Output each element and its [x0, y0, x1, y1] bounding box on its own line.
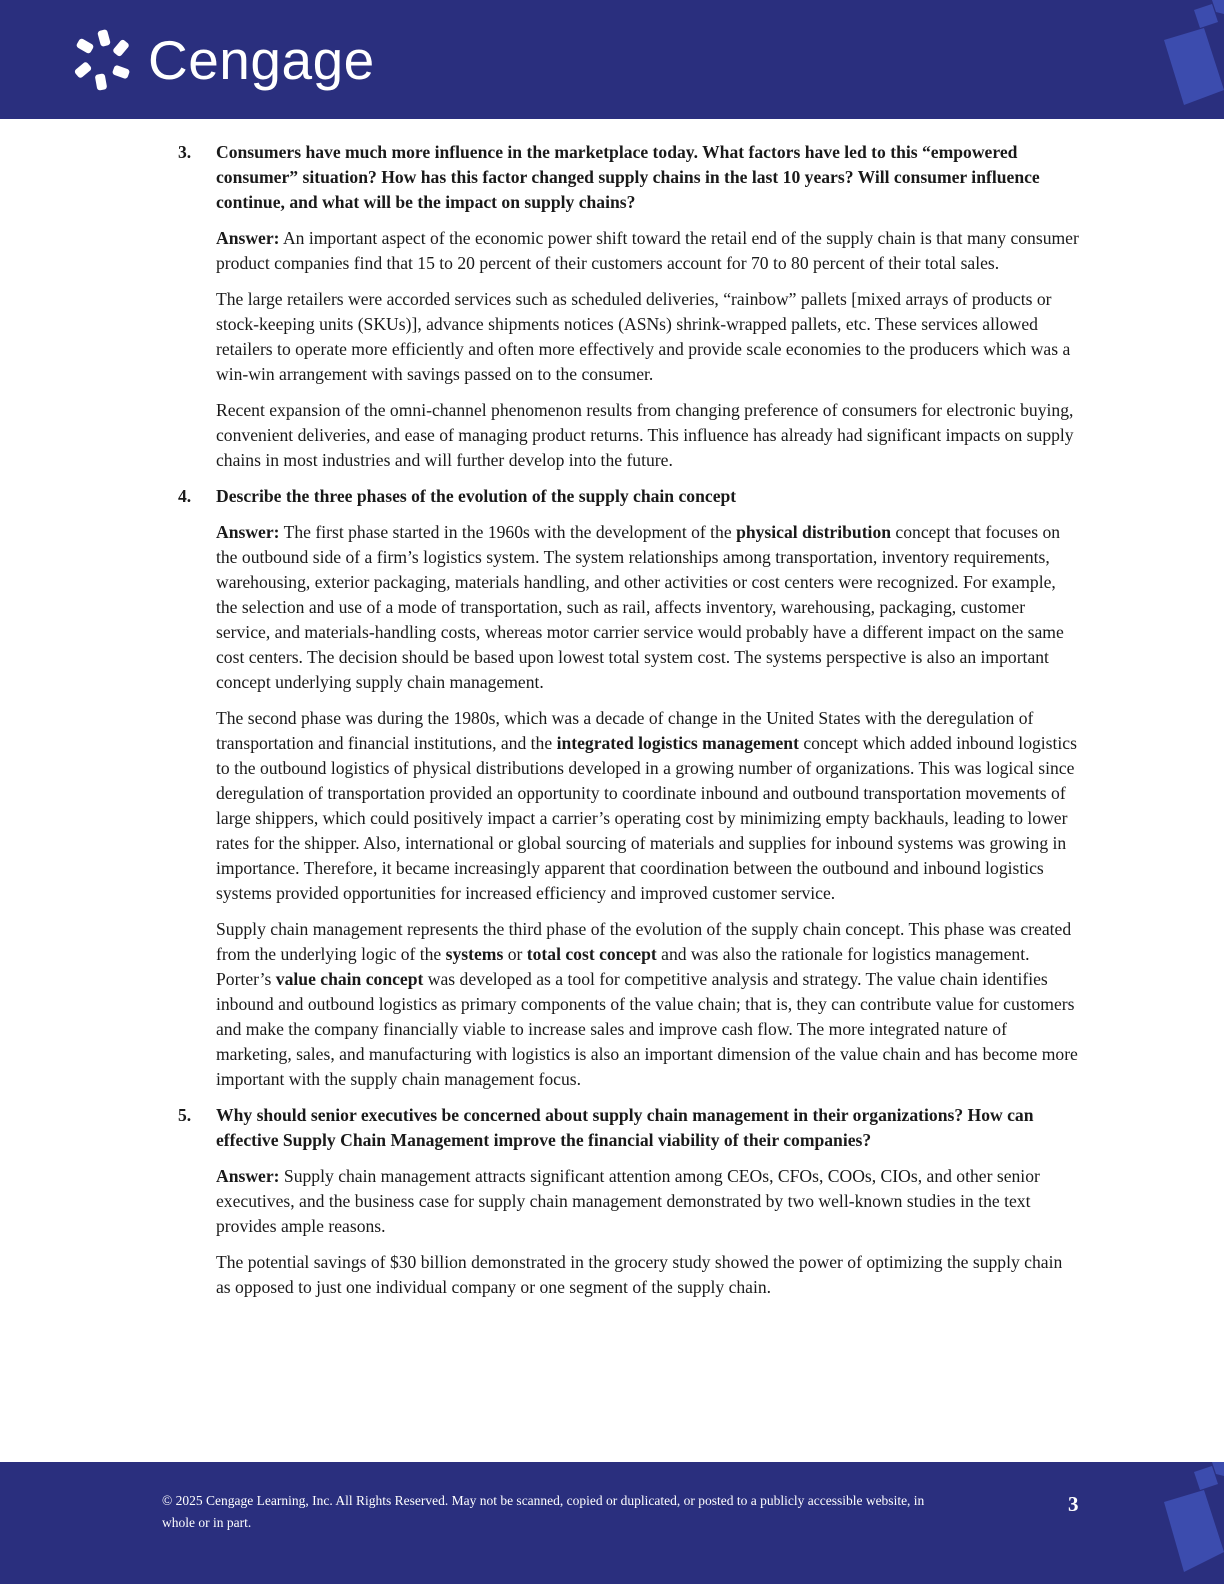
- key-term: systems: [445, 944, 504, 964]
- question-number: 4.: [178, 486, 192, 506]
- answer-paragraph: Answer: Supply chain management attracts significant attention among CEOs, CFOs, COOs, CIOs, and other senior executives, and the business case for supply chain management demonstrated by two well-known studies in the text provides ample reasons.: [216, 1166, 1040, 1236]
- question-text: Describe the three phases of the evolution of the supply chain concept: [216, 486, 737, 506]
- answer-paragraph: Supply chain management represents the third phase of the evolution of the supply chain concept. This phase was created from the underlying logic of the systems or total cost concept and was also the rationale for logistics management. Porter’s value chain concept was developed as a tool for competitive analysis and strategy. The value chain identifies inbound and outbound logistics as primary components of the value chain; that is, they can contribute value for customers and make the company financially viable to increase sales and improve cash flow. The more integrated nature of marketing, sales, and manufacturing with logistics is also an important dimension of the value chain and has become more important with the supply chain management focus.: [216, 919, 1078, 1089]
- answer-paragraph: The potential savings of $30 billion demonstrated in the grocery study showed the power of optimizing the supply chain as opposed to just one individual company or one segment of the supply chain.: [216, 1252, 1063, 1297]
- answer-label: Answer:: [216, 1166, 280, 1186]
- key-term: integrated logistics management: [556, 733, 799, 753]
- key-term: value chain concept: [275, 969, 424, 989]
- answer-label: Answer:: [216, 522, 280, 542]
- answer-paragraph: Answer: An important aspect of the economic power shift toward the retail end of the supply chain is that many consumer product companies find that 15 to 20 percent of their customers account for 70 to 80 percent of their total sales.: [216, 228, 1079, 273]
- key-term: physical distribution: [736, 522, 892, 542]
- cengage-burst-icon: [72, 28, 136, 92]
- question-number: 3.: [178, 142, 192, 162]
- question-3: [178, 140, 1081, 215]
- question-4: [178, 484, 1081, 509]
- question-number: 5.: [178, 1105, 192, 1125]
- copyright-notice: © 2025 Cengage Learning, Inc. All Rights Reserved. May not be scanned, copied or duplicated, or posted to a publicly accessible website, in whole or in part.: [162, 1493, 925, 1530]
- answer-label: Answer:: [216, 228, 280, 248]
- answer-paragraph: The large retailers were accorded services such as scheduled deliveries, “rainbow” pallets [mixed arrays of products or stock-keeping units (SKUs)], advance shipments notices (ASNs) shrink-wrapped pallets, etc. These services allowed retailers to operate more efficiently and often more effectively and provide scale economies to the producers which was a win-win arrangement with savings passed on to the consumer.: [216, 289, 1071, 384]
- document-body: [178, 140, 1081, 1311]
- footer-banner: [0, 1462, 1224, 1584]
- footer-decoration-icon: [1134, 1462, 1224, 1584]
- page-number: 3: [1068, 1492, 1079, 1516]
- key-term: total cost concept: [526, 944, 657, 964]
- question-text: Consumers have much more influence in the marketplace today. What factors have led to this “empowered consumer” situation? How has this factor changed supply chains in the last 10 years? Will consumer influence continue, and what will be the impact on supply chains?: [216, 142, 1040, 212]
- brand-name: Cengage: [148, 29, 375, 91]
- question-5: [178, 1103, 1081, 1153]
- question-text: Why should senior executives be concerned about supply chain management in their organizations? How can effective Supply Chain Management improve the financial viability of their companies?: [216, 1105, 1034, 1150]
- answer-paragraph: Recent expansion of the omni-channel phenomenon results from changing preference of consumers for electronic buying, convenient deliveries, and ease of managing product returns. This influence has already had significant impacts on supply chains in most industries and will further develop into the future.: [216, 400, 1074, 470]
- header-banner: [0, 0, 1224, 119]
- cengage-logo: [72, 28, 375, 92]
- corner-decoration-icon: [1134, 0, 1224, 119]
- answer-paragraph: Answer: The first phase started in the 1960s with the development of the physical distribution concept that focuses on the outbound side of a firm’s logistics system. The system relationships among transportation, inventory requirements, warehousing, exterior packaging, materials handling, and other activities or cost centers were recognized. For example, the selection and use of a mode of transportation, such as rail, affects inventory, warehousing, packaging, customer service, and materials-handling costs, whereas motor carrier service would probably have a different impact on the same cost centers. The decision should be based upon lowest total system cost. The systems perspective is also an important concept underlying supply chain management.: [216, 522, 1064, 692]
- answer-paragraph: The second phase was during the 1980s, which was a decade of change in the United States with the deregulation of transportation and financial institutions, and the integrated logistics management concept which added inbound logistics to the outbound logistics of physical distributions developed in a growing number of organizations. This was logical since deregulation of transportation provided an opportunity to coordinate inbound and outbound transportation movements of large shippers, which could positively impact a carrier’s operating cost by minimizing empty backhauls, leading to lower rates for the shipper. Also, international or global sourcing of materials and supplies for inbound systems was growing in importance. Therefore, it became increasingly apparent that coordination between the outbound and inbound logistics systems provided opportunities for increased efficiency and improved customer service.: [216, 708, 1077, 903]
